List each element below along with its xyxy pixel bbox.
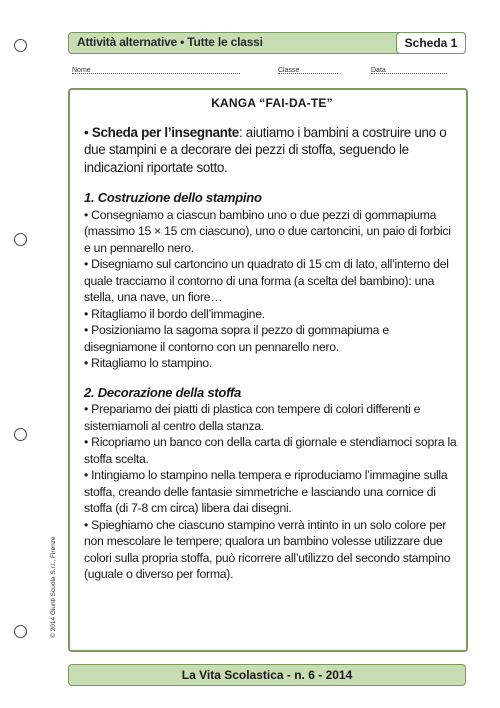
section2-heading: 2. Decorazione della stoffa (84, 384, 242, 400)
section1-item: • Posizioniamo la sagoma sopra il pezzo di gommapiuma e disegniamone il contorno con un pennarello nero. (84, 322, 460, 355)
section1-item: • Consegniamo a ciascun bambino uno o due pezzi di gommapiuma (massimo 15 × 15 cm ciascuno), uno o due cartoncini, un paio di forbici e un pennarello nero. (84, 207, 460, 257)
date-field[interactable] (371, 67, 447, 74)
copyright-notice: © 2014 Giunti Scuola S.r.l., Firenze (50, 536, 57, 638)
sheet-label: Scheda 1 (396, 32, 466, 54)
date-label: Data (371, 67, 386, 74)
section2-item: • Ricopriamo un banco con della carta di giornale e stendiamoci sopra la stoffa scelta. (84, 434, 460, 467)
class-label: Classe (278, 67, 300, 74)
section2-item: • Spieghiamo che ciascuno stampino verrà intinto in un solo colore per non mescolare le tempere; qualora un bambino volesse utilizzare due colori sulla propria stoffa, può ricorrere all’utilizzo del secondo stampino (uguale o diverso per forma). (84, 517, 460, 583)
binder-hole-3 (14, 428, 27, 441)
section1-item: • Ritagliamo lo stampino. (84, 355, 460, 372)
intro-bold: Scheda per l’insegnante (91, 124, 239, 140)
footer-bar: La Vita Scolastica - n. 6 - 2014 (68, 664, 466, 686)
section1-heading: 1. Costruzione dello stampino (84, 190, 262, 205)
intro-paragraph (84, 124, 460, 177)
name-label: Nome (72, 67, 91, 74)
class-field[interactable] (278, 67, 338, 74)
section1-item: • Disegniamo sul cartoncino un quadrato di 15 cm di lato, all’interno del quale tracciamo il contorno di una forma (a scelta del bambino): una stella, una nave, un fiore… (84, 256, 460, 306)
binder-hole-2 (14, 233, 27, 246)
binder-hole-4 (14, 625, 27, 638)
section1-item: • Ritagliamo il bordo dell’immagine. (84, 306, 460, 323)
binder-hole-1 (14, 39, 27, 52)
section-label: Attività alternative • Tutte le classi (77, 35, 263, 49)
section2-item: • Intingiamo lo stampino nella tempera e riproduciamo l’immagine sulla stoffa, creando delle fantasie simmetriche e lasciando una cornice di stoffa (di 7-8 cm circa) libera dai disegni. (84, 467, 460, 517)
header-bar (68, 32, 466, 54)
section2-item: • Prepariamo dei piatti di plastica con tempere di colori differenti e sistemiamoli al centro della stanza. (84, 401, 460, 434)
name-field[interactable] (72, 67, 240, 74)
intro-text: : aiutiamo i bambini a costruire uno o due stampini e a decorare dei pezzi di stoffa, seguendo le indicazioni riportate sotto. (84, 124, 447, 175)
document-body (84, 95, 460, 583)
document-title: KANGA “FAI-DA-TE” (211, 96, 333, 110)
